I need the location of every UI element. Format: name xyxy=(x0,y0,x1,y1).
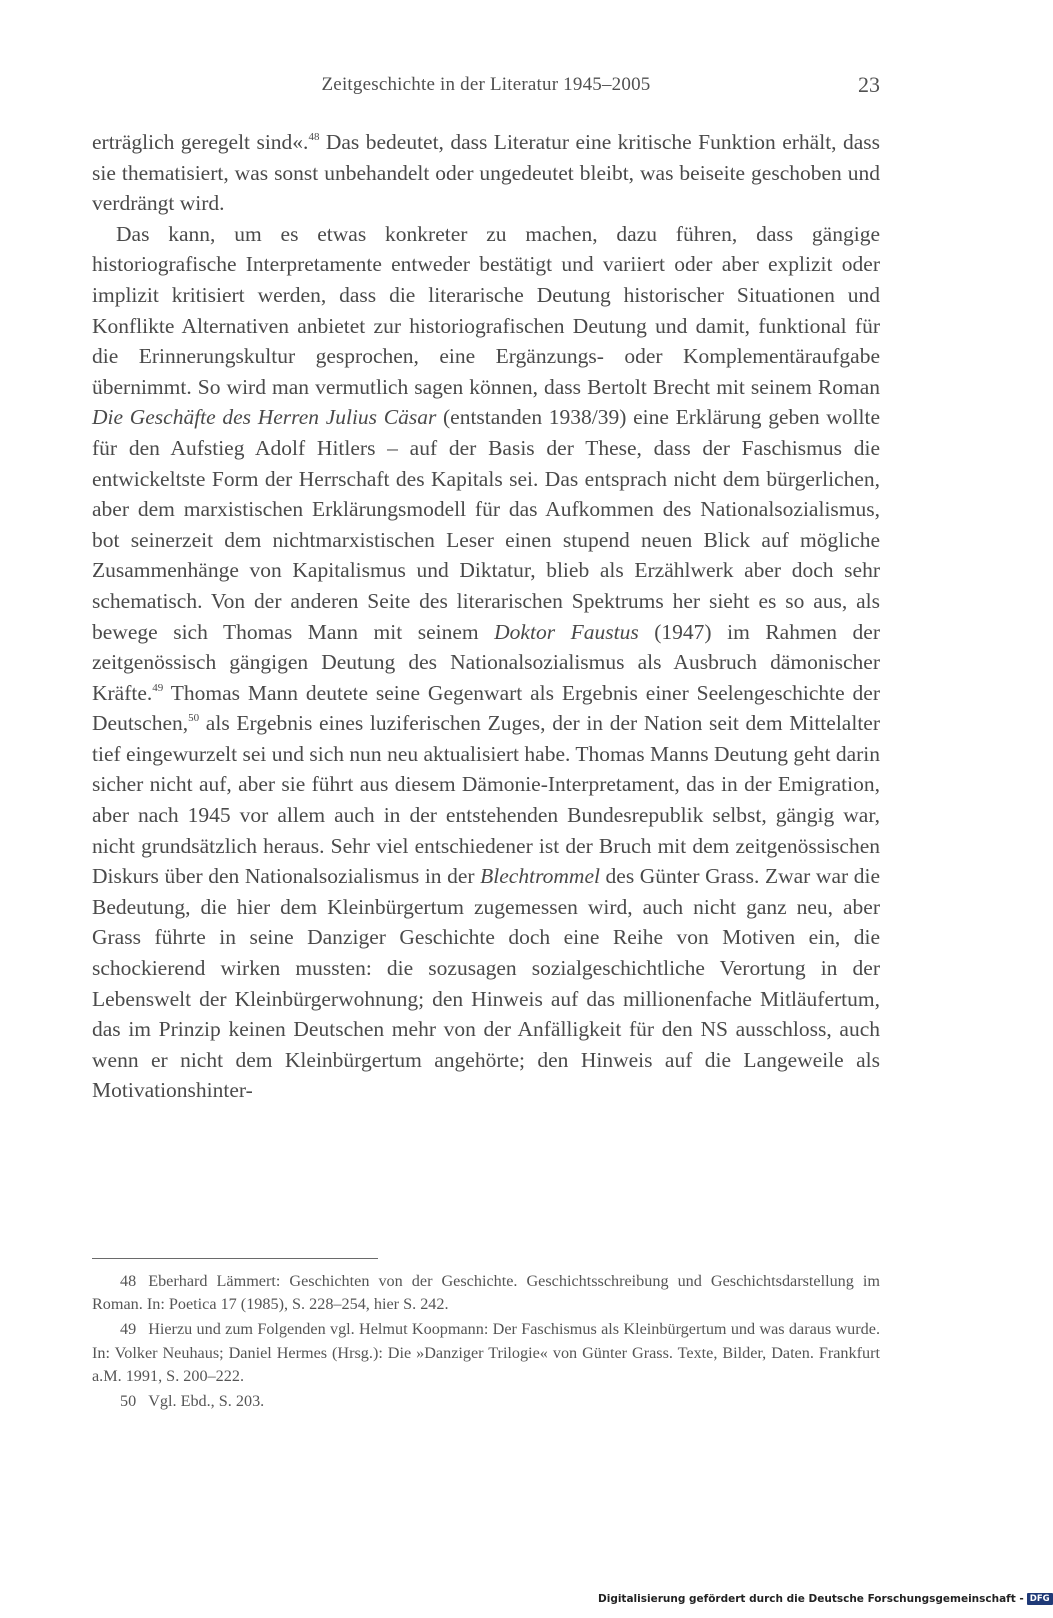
text-run: (1947) im Rahmen der zeitgenössisch gängigen Deutung des Nationalsozialismus als Ausbruch dämonischer Kräfte. xyxy=(92,619,880,705)
footnotes xyxy=(92,1270,880,1415)
running-head: Zeitgeschichte in der Literatur 1945–2005 xyxy=(321,74,651,95)
text-run: des Günter Grass. Zwar war die Bedeutung, die hier dem Kleinbürgertum zugemessen wird, auch nicht ganz neu, aber Grass führte in seine Danziger Geschichte doch eine Reihe von Motiven ein, die schockierend wirken mussten: die sozusagen sozialgeschichtliche Verortung in der Lebenswelt der Kleinbürgerwohnung; den Hinweis auf das millionenfache Mitläufertum, das im Prinzip keinen Deutschen mehr von der Anfälligkeit für den NS ausschloss, auch wenn er nicht dem Kleinbürgertum angehörte; den Hinweis auf die Langeweile als Motivationshinter- xyxy=(92,864,880,1103)
footnote-50 xyxy=(92,1390,880,1413)
footnote-49 xyxy=(92,1318,880,1388)
work-title-blechtrommel: Blechtrommel xyxy=(480,864,600,889)
work-title-faustus: Doktor Faustus xyxy=(494,619,639,644)
credit-text: Digitalisierung gefördert durch die Deutsche Forschungsgemeinschaft - xyxy=(598,1593,1024,1605)
footnote-number: 49 xyxy=(120,1320,137,1339)
dfg-logo-icon: DFG xyxy=(1027,1593,1053,1605)
footnote-text: Vgl. Ebd., S. 203. xyxy=(148,1392,265,1411)
footnote-ref-49: 49 xyxy=(152,681,164,694)
footnote-ref-48: 48 xyxy=(308,131,320,143)
text-run: Das bedeutet, dass Literatur eine kritische Funktion erhält, dass sie thematisiert, was sonst unbehandelt oder ungedeutet bleibt, was beiseite geschoben und verdrängt wird. xyxy=(92,130,880,216)
text-run: (entstanden 1938/39) eine Erklärung geben wollte für den Aufstieg Adolf Hitlers – auf der Basis der These, dass der Faschismus die entwickeltste Form der Herrschaft des Kapitals sei. Das entsprach nicht dem bürgerlichen, aber dem marxistischen Erklärungsmodell für das Aufkommen des Nationalsozialismus, bot seinerzeit dem nichtmarxistischen Leser einen stupend neuen Blick auf mögliche Zusammenhänge von Kapitalismus und Diktatur, blieb als Erzählwerk aber doch sehr schematisch. Von der anderen Seite des literarischen Spektrums her sieht es so aus, als bewege sich Thomas Mann mit seinem xyxy=(92,405,880,644)
text-run: erträglich geregelt sind«. xyxy=(92,130,309,154)
footnote-divider xyxy=(92,1258,378,1259)
body-text xyxy=(92,127,880,1106)
page-header xyxy=(92,74,880,104)
page-number: 23 xyxy=(858,72,880,97)
paragraph-1 xyxy=(92,127,880,219)
footnote-text: Eberhard Lämmert: Geschichten von der Geschichte. Geschichtsschreibung und Geschichtsdarstellung im Roman. In: Poetica 17 (1985), S. 228–254, hier S. 242. xyxy=(92,1272,880,1314)
footnote-number: 48 xyxy=(120,1272,137,1290)
text-run: Das kann, um es etwas konkreter zu machen, dazu führen, dass gängige historiografische Interpretamente entweder bestätigt und variiert oder aber explizit oder implizit kritisiert werden, dass die literarische Deutung historischer Situationen und Konflikte Alternativen anbietet zur historiografischen Deutung und damit, funktional für die Erinnerungskultur gesprochen, eine Ergänzungs- oder Komplementäraufgabe übernimmt. So wird man vermutlich sagen können, dass Bertolt Brecht mit seinem Roman xyxy=(92,221,880,399)
digitization-credit xyxy=(598,1593,1050,1605)
work-title-caesar: Die Geschäfte des Herren Julius Cäsar xyxy=(92,405,437,430)
text-run: Thomas Mann deutete seine Gegenwart als Ergebnis einer Seelengeschichte der Deutschen, xyxy=(92,680,880,736)
footnote-ref-50: 50 xyxy=(188,712,200,725)
paragraph-2 xyxy=(92,219,880,1106)
footnote-text: Hierzu und zum Folgenden vgl. Helmut Koopmann: Der Faschismus als Kleinbürgertum und was daraus wurde. In: Volker Neuhaus; Daniel Hermes (Hrsg.): Die »Danziger Trilogie« von Günter Grass. Texte, Bilder, Daten. Frankfurt a.M. 1991, S. 200–222. xyxy=(92,1320,880,1385)
footnote-number: 50 xyxy=(120,1392,137,1411)
footnote-48 xyxy=(92,1270,880,1316)
text-run: als Ergebnis eines luziferischen Zuges, der in der Nation seit dem Mittelalter tief eingewurzelt sei und sich nun neu aktualisiert habe. Thomas Manns Deutung geht darin sicher nicht auf, aber sie führt aus diesem Dämonie-Interpretament, das in der Emigration, aber nach 1945 vor allem auch in der entstehenden Bundesrepublik selbst, gängig war, nicht grundsätzlich heraus. Sehr viel entschiedener ist der Bruch mit dem zeitgenössischen Diskurs über den Nationalsozialismus in der xyxy=(92,711,880,889)
